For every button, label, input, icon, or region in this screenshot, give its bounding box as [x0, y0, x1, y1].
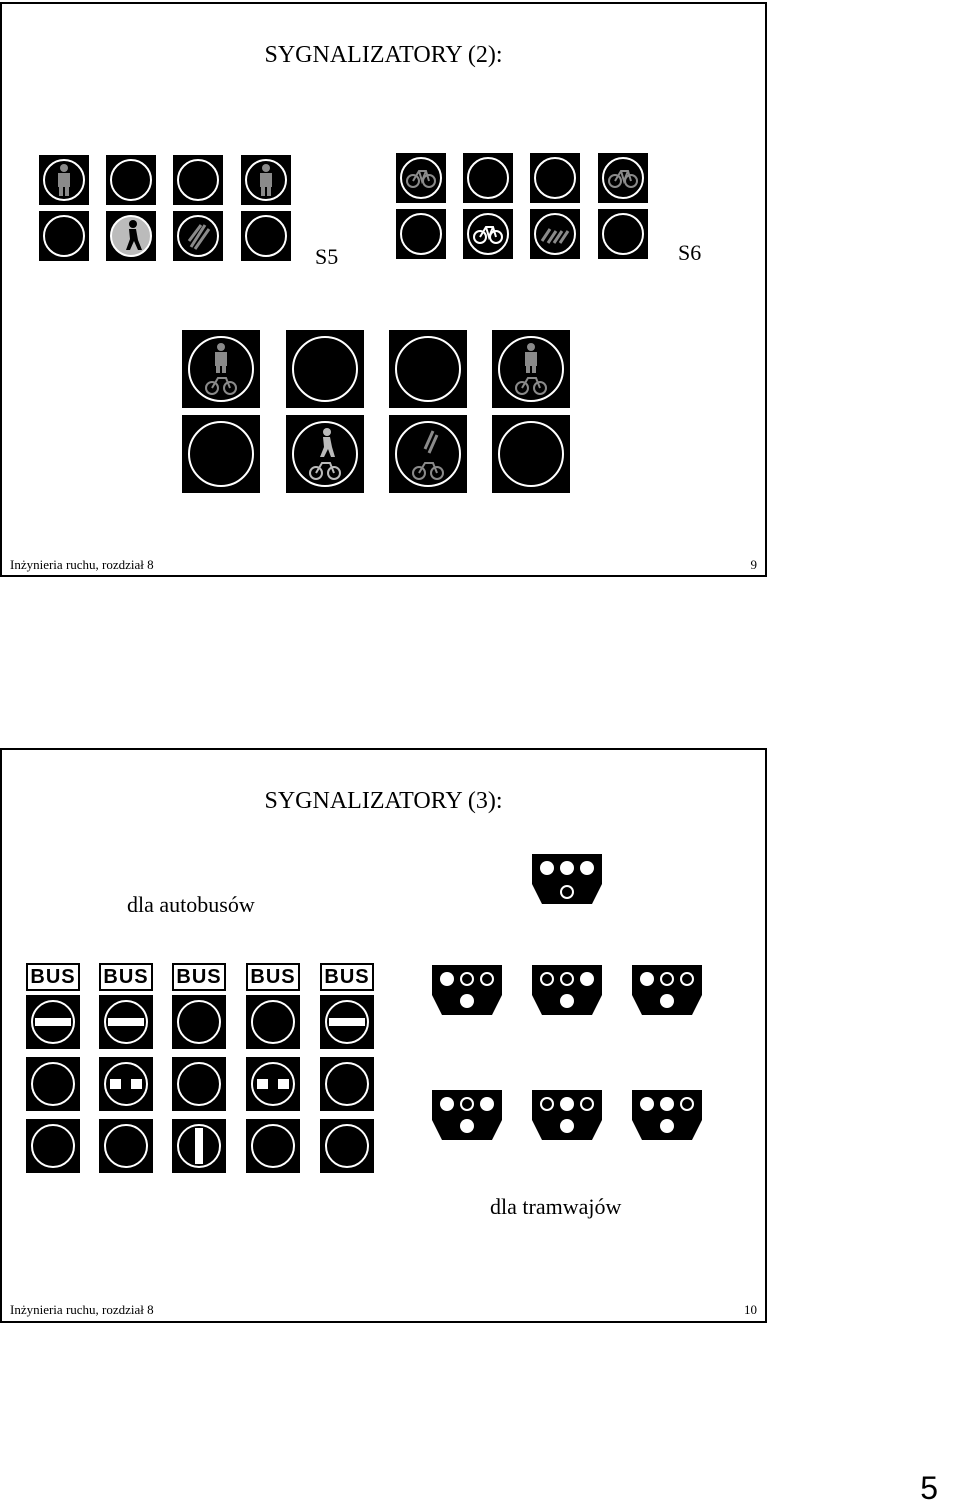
signal-lens [182, 415, 260, 493]
signal-lens [246, 1057, 300, 1111]
signal-lens [286, 415, 364, 493]
label-tram: dla tramwajów [490, 1194, 622, 1219]
signal-lens [172, 1119, 226, 1173]
signal-lens [99, 1119, 153, 1173]
signal-lens [39, 155, 89, 205]
signal-lens [39, 211, 89, 261]
signal-lens [172, 1057, 226, 1111]
signal-lens [26, 1057, 80, 1111]
bus-plate: BUS [320, 963, 374, 991]
signal-lens [26, 1119, 80, 1173]
signal-lens [320, 1057, 374, 1111]
signal-lens [106, 211, 156, 261]
signal-lens [492, 330, 570, 408]
tram-signal [532, 965, 602, 1019]
signal-lens [106, 155, 156, 205]
signal-lens [241, 155, 291, 205]
signal-lens [389, 330, 467, 408]
page-number: 5 [920, 1470, 938, 1506]
bus-plate: BUS [26, 963, 80, 991]
bar-icon [278, 1079, 289, 1089]
flashing-pedestrian-icon [185, 221, 211, 251]
slide-title: SYGNALIZATORY (3): [264, 788, 503, 814]
signal-lens [99, 1057, 153, 1111]
signal-lens [172, 995, 226, 1049]
signal-lens [396, 209, 446, 259]
pedestrian-icon [52, 163, 76, 197]
tram-signal [632, 1090, 702, 1144]
bar-icon [257, 1079, 268, 1089]
pedestrian-bicycle-icon [204, 342, 238, 398]
bar-icon [35, 1018, 71, 1026]
signal-lens [463, 209, 513, 259]
bar-icon [131, 1079, 142, 1089]
signal-lens [320, 1119, 374, 1173]
bar-icon [329, 1018, 365, 1026]
flashing-bicycle-icon [540, 223, 570, 245]
tram-signal [432, 1090, 502, 1144]
signal-lens [463, 153, 513, 203]
bicycle-icon [608, 167, 638, 189]
walking-pedestrian-icon [120, 220, 144, 252]
signal-lens [530, 209, 580, 259]
slide-footer: Inżynieria ruchu, rozdział 8 [10, 557, 154, 572]
bus-plate: BUS [172, 963, 226, 991]
tram-signal [632, 965, 702, 1019]
signal-lens [286, 330, 364, 408]
slide-number: 10 [744, 1302, 757, 1317]
signal-lens [396, 153, 446, 203]
label-s6: S6 [678, 240, 702, 265]
signal-lens [320, 995, 374, 1049]
signal-lens [492, 415, 570, 493]
pedestrian-icon [254, 163, 278, 197]
slide-title: SYGNALIZATORY (2): [264, 42, 503, 68]
slide-9 [0, 2, 767, 577]
signal-lens [530, 153, 580, 203]
tram-signal [532, 854, 602, 908]
tram-signal [432, 965, 502, 1019]
label-bus: dla autobusów [127, 892, 255, 917]
signal-lens [246, 995, 300, 1049]
signal-lens [246, 1119, 300, 1173]
flashing-pedestrian-bicycle-icon [407, 427, 449, 483]
label-s5: S5 [315, 244, 339, 269]
bicycle-icon [473, 223, 503, 245]
walking-pedestrian-bicycle-icon [308, 427, 342, 483]
tram-signal [532, 1090, 602, 1144]
bicycle-icon [406, 167, 436, 189]
signal-lens [241, 211, 291, 261]
signal-lens [173, 211, 223, 261]
signal-lens [598, 209, 648, 259]
signal-lens [99, 995, 153, 1049]
pedestrian-bicycle-icon [514, 342, 548, 398]
bus-plate: BUS [246, 963, 300, 991]
bar-icon [110, 1079, 121, 1089]
bar-icon [195, 1128, 203, 1164]
signal-lens [389, 415, 467, 493]
signal-lens [598, 153, 648, 203]
signal-lens [26, 995, 80, 1049]
slide-10 [0, 748, 767, 1323]
signal-lens [173, 155, 223, 205]
slide-footer: Inżynieria ruchu, rozdział 8 [10, 1302, 154, 1317]
slide-number: 9 [750, 557, 757, 572]
signal-lens [182, 330, 260, 408]
bar-icon [108, 1018, 144, 1026]
bus-plate: BUS [99, 963, 153, 991]
